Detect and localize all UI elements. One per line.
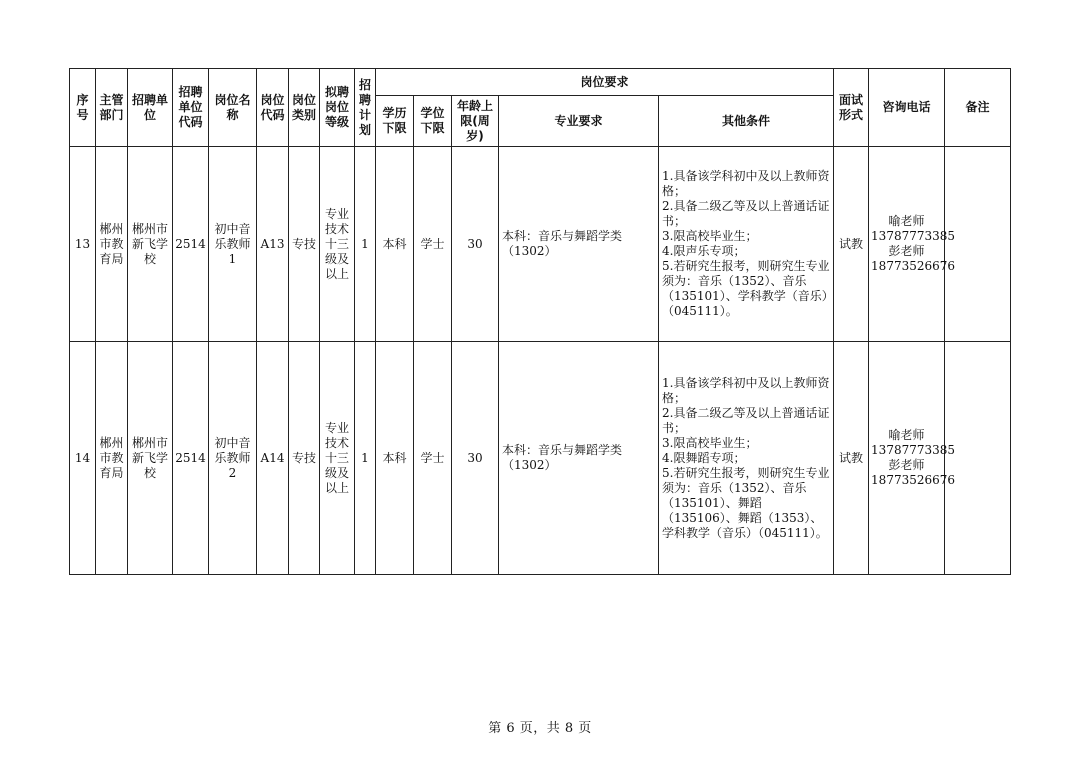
cell-seq: 13 (70, 147, 96, 342)
header-seq: 序号 (70, 69, 96, 147)
cell-phone: 喻老师 13787773385 彭老师 18773526676 (869, 147, 945, 342)
header-requirements: 岗位要求 (376, 69, 834, 96)
header-edu: 学历下限 (376, 96, 414, 147)
cell-degree: 学士 (414, 342, 452, 575)
header-unit-code: 招聘单位代码 (173, 69, 209, 147)
recruitment-table (69, 68, 1011, 575)
cell-major: 本科：音乐与舞蹈学类（1302） (499, 147, 659, 342)
cell-post-name: 初中音乐教师1 (209, 147, 257, 342)
header-post-level: 拟聘岗位等级 (320, 69, 355, 147)
header-major: 专业要求 (499, 96, 659, 147)
cell-post-type: 专技 (289, 147, 320, 342)
header-degree: 学位下限 (414, 96, 452, 147)
cell-major: 本科：音乐与舞蹈学类（1302） (499, 342, 659, 575)
cell-post-code: A14 (257, 342, 289, 575)
cell-remark (945, 342, 1011, 575)
cell-dept: 郴州市教育局 (96, 342, 128, 575)
header-post-name: 岗位名称 (209, 69, 257, 147)
cell-other: 1.具备该学科初中及以上教师资格； 2.具备二级乙等及以上普通话证书； 3.限高校毕业生； 4.限声乐专项； 5.若研究生报考，则研究生专业须为：音乐（1352）、音乐（135101）、学科教学（音乐）（045111）。 (659, 147, 834, 342)
header-remark: 备注 (945, 69, 1011, 147)
header-dept: 主管部门 (96, 69, 128, 147)
cell-plan: 1 (355, 342, 376, 575)
cell-plan: 1 (355, 147, 376, 342)
cell-phone: 喻老师 13787773385 彭老师 18773526676 (869, 342, 945, 575)
cell-post-type: 专技 (289, 342, 320, 575)
cell-exam: 试教 (834, 147, 869, 342)
cell-unit: 郴州市新飞学校 (128, 147, 173, 342)
header-unit: 招聘单位 (128, 69, 173, 147)
table-row (70, 342, 1011, 575)
cell-post-level: 专业技术十三级及以上 (320, 147, 355, 342)
cell-post-code: A13 (257, 147, 289, 342)
header-age: 年龄上限(周岁) (452, 96, 499, 147)
cell-post-level: 专业技术十三级及以上 (320, 342, 355, 575)
cell-remark (945, 147, 1011, 342)
header-phone: 咨询电话 (869, 69, 945, 147)
cell-edu: 本科 (376, 147, 414, 342)
cell-dept: 郴州市教育局 (96, 147, 128, 342)
cell-degree: 学士 (414, 147, 452, 342)
header-post-type: 岗位类别 (289, 69, 320, 147)
cell-unit-code: 2514 (173, 342, 209, 575)
cell-seq: 14 (70, 342, 96, 575)
cell-unit-code: 2514 (173, 147, 209, 342)
cell-edu: 本科 (376, 342, 414, 575)
table-row (70, 147, 1011, 342)
header-plan: 招聘计划 (355, 69, 376, 147)
header-other: 其他条件 (659, 96, 834, 147)
cell-post-name: 初中音乐教师2 (209, 342, 257, 575)
cell-age: 30 (452, 342, 499, 575)
cell-other: 1.具备该学科初中及以上教师资格； 2.具备二级乙等及以上普通话证书； 3.限高校毕业生； 4.限舞蹈专项； 5.若研究生报考，则研究生专业须为：音乐（1352）、音乐（135101）、舞蹈（135106）、舞蹈（1353）、学科教学（音乐）（045111）。 (659, 342, 834, 575)
cell-age: 30 (452, 147, 499, 342)
page-footer: 第 6 页，共 8 页 (488, 721, 592, 736)
cell-exam: 试教 (834, 342, 869, 575)
header-exam: 面试形式 (834, 69, 869, 147)
cell-unit: 郴州市新飞学校 (128, 342, 173, 575)
header-post-code: 岗位代码 (257, 69, 289, 147)
